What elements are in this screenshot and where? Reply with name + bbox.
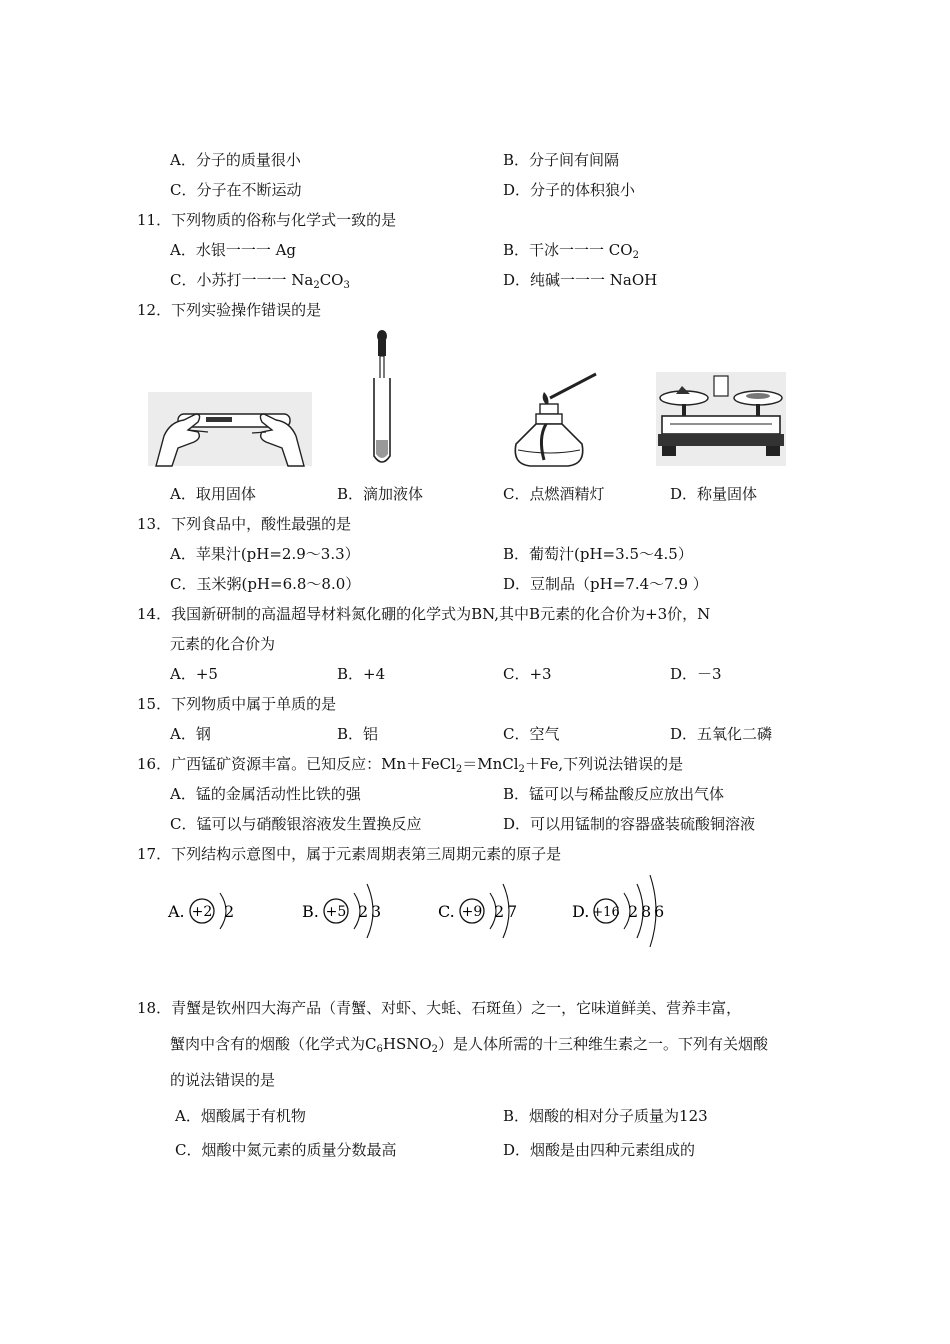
q14-option-b: B．+4: [337, 665, 386, 683]
q11-stem: 11．下列物质的俗称与化学式一致的是: [137, 211, 397, 229]
q12-stem: 12．下列实验操作错误的是: [137, 301, 322, 319]
electron-count: 2: [358, 902, 369, 921]
q11-option-b: B．干冰一一一 $CO_2$: [503, 241, 639, 261]
atom-diagram-c: [438, 884, 517, 938]
electron-count: 2: [224, 902, 235, 921]
q12-option-c: C．点燃酒精灯: [503, 485, 605, 503]
q14-option-a: A．+5: [170, 665, 218, 683]
q14-option-d: D．－3: [670, 665, 722, 683]
q18-line1: 18．青蟹是钦州四大海产品（青蟹、对虾、大蚝、石斑鱼）之一，它味道鲜美、营养丰富，: [137, 999, 742, 1017]
q18-line2: 蟹肉中含有的烟酸（化学式为$C_6HSNO_2$）是人体所需的十三种维生素之一。下列有关烟酸: [170, 1035, 769, 1055]
q13-option-b: B．葡萄汁(pH=3.5～4.5）: [503, 545, 693, 563]
atom-diagram-d: [572, 875, 664, 947]
alcohol-lamp-illustration: [510, 368, 602, 468]
take-solid-illustration: [148, 392, 312, 466]
balance-scale-illustration: [656, 372, 786, 466]
q15-option-b: B．铝: [337, 725, 379, 743]
q18-option-a: A．烟酸属于有机物: [175, 1107, 306, 1125]
q10-option-d: D．分子的体积狼小: [503, 181, 636, 199]
electron-count: 2: [628, 902, 639, 921]
electron-count: 6: [654, 902, 665, 921]
q11-option-c: C．小苏打一一一 $Na_2CO_3$: [170, 271, 350, 291]
nucleus-charge: +5: [325, 904, 347, 920]
q18-option-d: D．烟酸是由四种元素组成的: [503, 1141, 696, 1159]
q13-option-d: D．豆制品（pH=7.4～7.9 ）: [503, 575, 708, 593]
q18-option-b: B．烟酸的相对分子质量为123: [503, 1107, 708, 1125]
q16-option-a: A．锰的金属活动性比铁的强: [170, 785, 361, 803]
atom-diagram-a: [167, 893, 234, 929]
q18-line3: 的说法错误的是: [170, 1071, 276, 1089]
atom-option-label: D.: [572, 902, 590, 921]
q13-option-a: A．苹果汁(pH=2.9～3.3）: [170, 545, 360, 563]
q12-option-b: B．滴加液体: [337, 485, 424, 503]
q12-option-a: A．取用固体: [170, 485, 256, 503]
electron-count: 8: [641, 902, 652, 921]
q15-option-d: D．五氧化二磷: [670, 725, 773, 743]
q16-stem: 16．广西锰矿资源丰富。已知反应：Mn＋FeCl$_2$＝MnCl$_2$＋Fe,下列说法错误的是: [137, 755, 684, 775]
electron-count: 3: [371, 902, 382, 921]
q16-option-b: B．锰可以与稀盐酸反应放出气体: [503, 785, 725, 803]
electron-count: 7: [507, 902, 518, 921]
q14-stem-line2: 元素的化合价为: [170, 635, 276, 653]
q10-option-a: A．分子的质量很小: [170, 151, 301, 169]
atom-option-label: A.: [168, 902, 185, 921]
q16-option-d: D．可以用锰制的容器盛装硫酸铜溶液: [503, 815, 756, 833]
q11-option-d: D．纯碱一一一 NaOH: [503, 271, 658, 289]
q14-stem-line1: 14．我国新研制的高温超导材料氮化硼的化学式为BN,其中B元素的化合价为+3价，N: [137, 605, 711, 623]
q17-stem: 17．下列结构示意图中，属于元素周期表第三周期元素的原子是: [137, 845, 562, 863]
q15-option-c: C．空气: [503, 725, 560, 743]
q13-stem: 13．下列食品中，酸性最强的是: [137, 515, 352, 533]
atom-option-label: B.: [302, 902, 319, 921]
nucleus-charge: +16: [592, 905, 620, 920]
nucleus-charge: +9: [461, 904, 483, 920]
q18-option-c: C．烟酸中氮元素的质量分数最高: [175, 1141, 397, 1159]
q13-option-c: C．玉米粥(pH=6.8～8.0）: [170, 575, 361, 593]
atom-option-label: C.: [438, 902, 455, 921]
nucleus-charge: +2: [191, 904, 213, 920]
electron-count: 2: [494, 902, 505, 921]
q12-option-d: D．称量固体: [670, 485, 758, 503]
q10-option-b: B．分子间有间隔: [503, 151, 620, 169]
q11-option-a: A．水银一一一 Ag: [170, 241, 297, 259]
atom-diagram-b: [302, 884, 381, 938]
q15-stem: 15．下列物质中属于单质的是: [137, 695, 337, 713]
atom-diagrams: [160, 866, 720, 956]
q16-option-c: C．锰可以与硝酸银溶液发生置换反应: [170, 815, 422, 833]
q15-option-a: A．钢: [170, 725, 211, 743]
q10-option-c: C．分子在不断运动: [170, 181, 302, 199]
dropper-illustration: [370, 330, 394, 466]
q14-option-c: C．+3: [503, 665, 552, 683]
